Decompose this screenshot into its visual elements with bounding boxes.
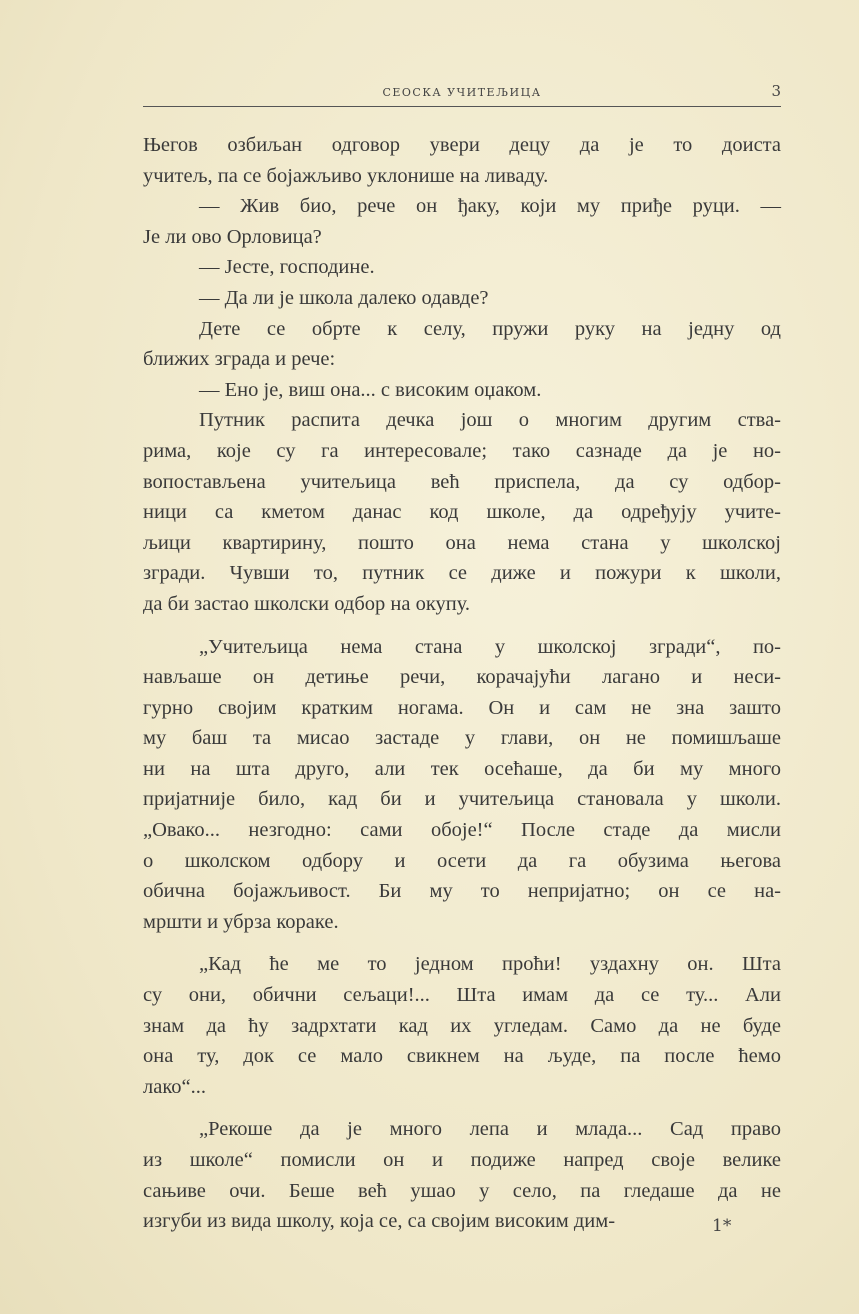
text-line: учитељ, па се бојажљиво уклонише на ливаду. <box>143 164 549 187</box>
paragraph <box>143 314 781 375</box>
text-line: згради. Чувши то, путник се диже и пожури к школи, <box>143 562 781 585</box>
paragraph <box>143 632 781 938</box>
text-line: знам да ћу задрхтати кад их угледам. Само да не буде <box>143 1014 781 1037</box>
running-title: СЕОСКА УЧИТЕЉИЦА <box>382 86 542 99</box>
text-line: — Јесте, господине. <box>199 256 375 279</box>
text-line: сањиве очи. Беше већ ушао у село, па гледаше да не <box>143 1179 781 1202</box>
text-line: — Да ли је школа далеко одавде? <box>199 286 489 309</box>
text-line: пријатније било, кад би и учитељица становала у школи. <box>143 788 781 811</box>
paragraph <box>143 252 781 283</box>
paragraph <box>143 949 781 1102</box>
text-line: љици квартирину, пошто она нема стана у школској <box>143 531 781 554</box>
text-line: Његов озбиљан одговор увери децу да је то доиста <box>143 134 781 156</box>
text-line: Путник распита дечка још о многим другим ства- <box>199 409 781 432</box>
text-line: лако“... <box>143 1075 206 1098</box>
text-line: да би застао школски одбор на окупу. <box>143 592 471 615</box>
text-line: Дете се обрте к селу, пружи руку на једну од <box>199 317 781 340</box>
text-line: су они, обични сељаци!... Шта имам да се ту... Али <box>143 984 781 1007</box>
text-line: „Учитељица нема стана у школској згради“, по- <box>199 635 781 658</box>
text-line: рима, које су га интересовале; тако сазнаде да је но- <box>143 439 781 462</box>
paragraph <box>143 283 781 314</box>
text-line: обична бојажљивост. Би му то непријатно; он се на- <box>143 880 781 903</box>
text-line: му баш та мисао застаде у глави, он не помишљаше <box>143 727 781 750</box>
text-line: Је ли ово Орловица? <box>143 225 322 248</box>
page-number: 3 <box>771 82 781 100</box>
text-line: ни на шта друго, али тек осећаше, да би му много <box>143 757 781 780</box>
page-header <box>143 80 781 107</box>
text-line: „Кад ће ме то једном проћи! уздахну он. Шта <box>199 953 781 976</box>
text-line: — Ено је, виш она... с високим оџаком. <box>199 378 542 401</box>
signature-mark: 1* <box>712 1216 732 1236</box>
text-line: она ту, док се мало свикнем на људе, па после ћемо <box>143 1045 781 1068</box>
text-line: — Жив био, рече он ђаку, који му приђе руци. — <box>199 195 781 218</box>
text-line: мршти и убрза кораке. <box>143 910 339 933</box>
text-line: вопостављена учитељица већ приспела, да су одбор- <box>143 470 781 493</box>
paragraph <box>143 1114 781 1236</box>
text-line: из школе“ помисли он и подиже напред своје велике <box>143 1149 781 1171</box>
text-line: „Овако... незгодно: сами обоје!“ После стаде да мисли <box>143 819 781 842</box>
text-line: ближих зграда и рече: <box>143 348 336 371</box>
text-line: „Рекоше да је много лепа и млада... Сад право <box>199 1118 781 1141</box>
paragraph <box>143 375 781 406</box>
text-line: гурно својим кратким ногама. Он и сам не зна зашто <box>143 696 781 719</box>
body-text <box>143 130 781 1237</box>
paragraph <box>143 130 781 191</box>
text-line: о школском одбору и осети да га обузима његова <box>143 849 781 872</box>
text-line: ници са кметом данас код школе, да одређују учите- <box>143 501 781 524</box>
text-line: изгуби из вида школу, која се, са својим високим дим- <box>143 1210 616 1233</box>
text-line: нављаше он детиње речи, корачајући лагано и неси- <box>143 666 781 689</box>
paragraph <box>143 405 781 619</box>
paragraph <box>143 191 781 252</box>
